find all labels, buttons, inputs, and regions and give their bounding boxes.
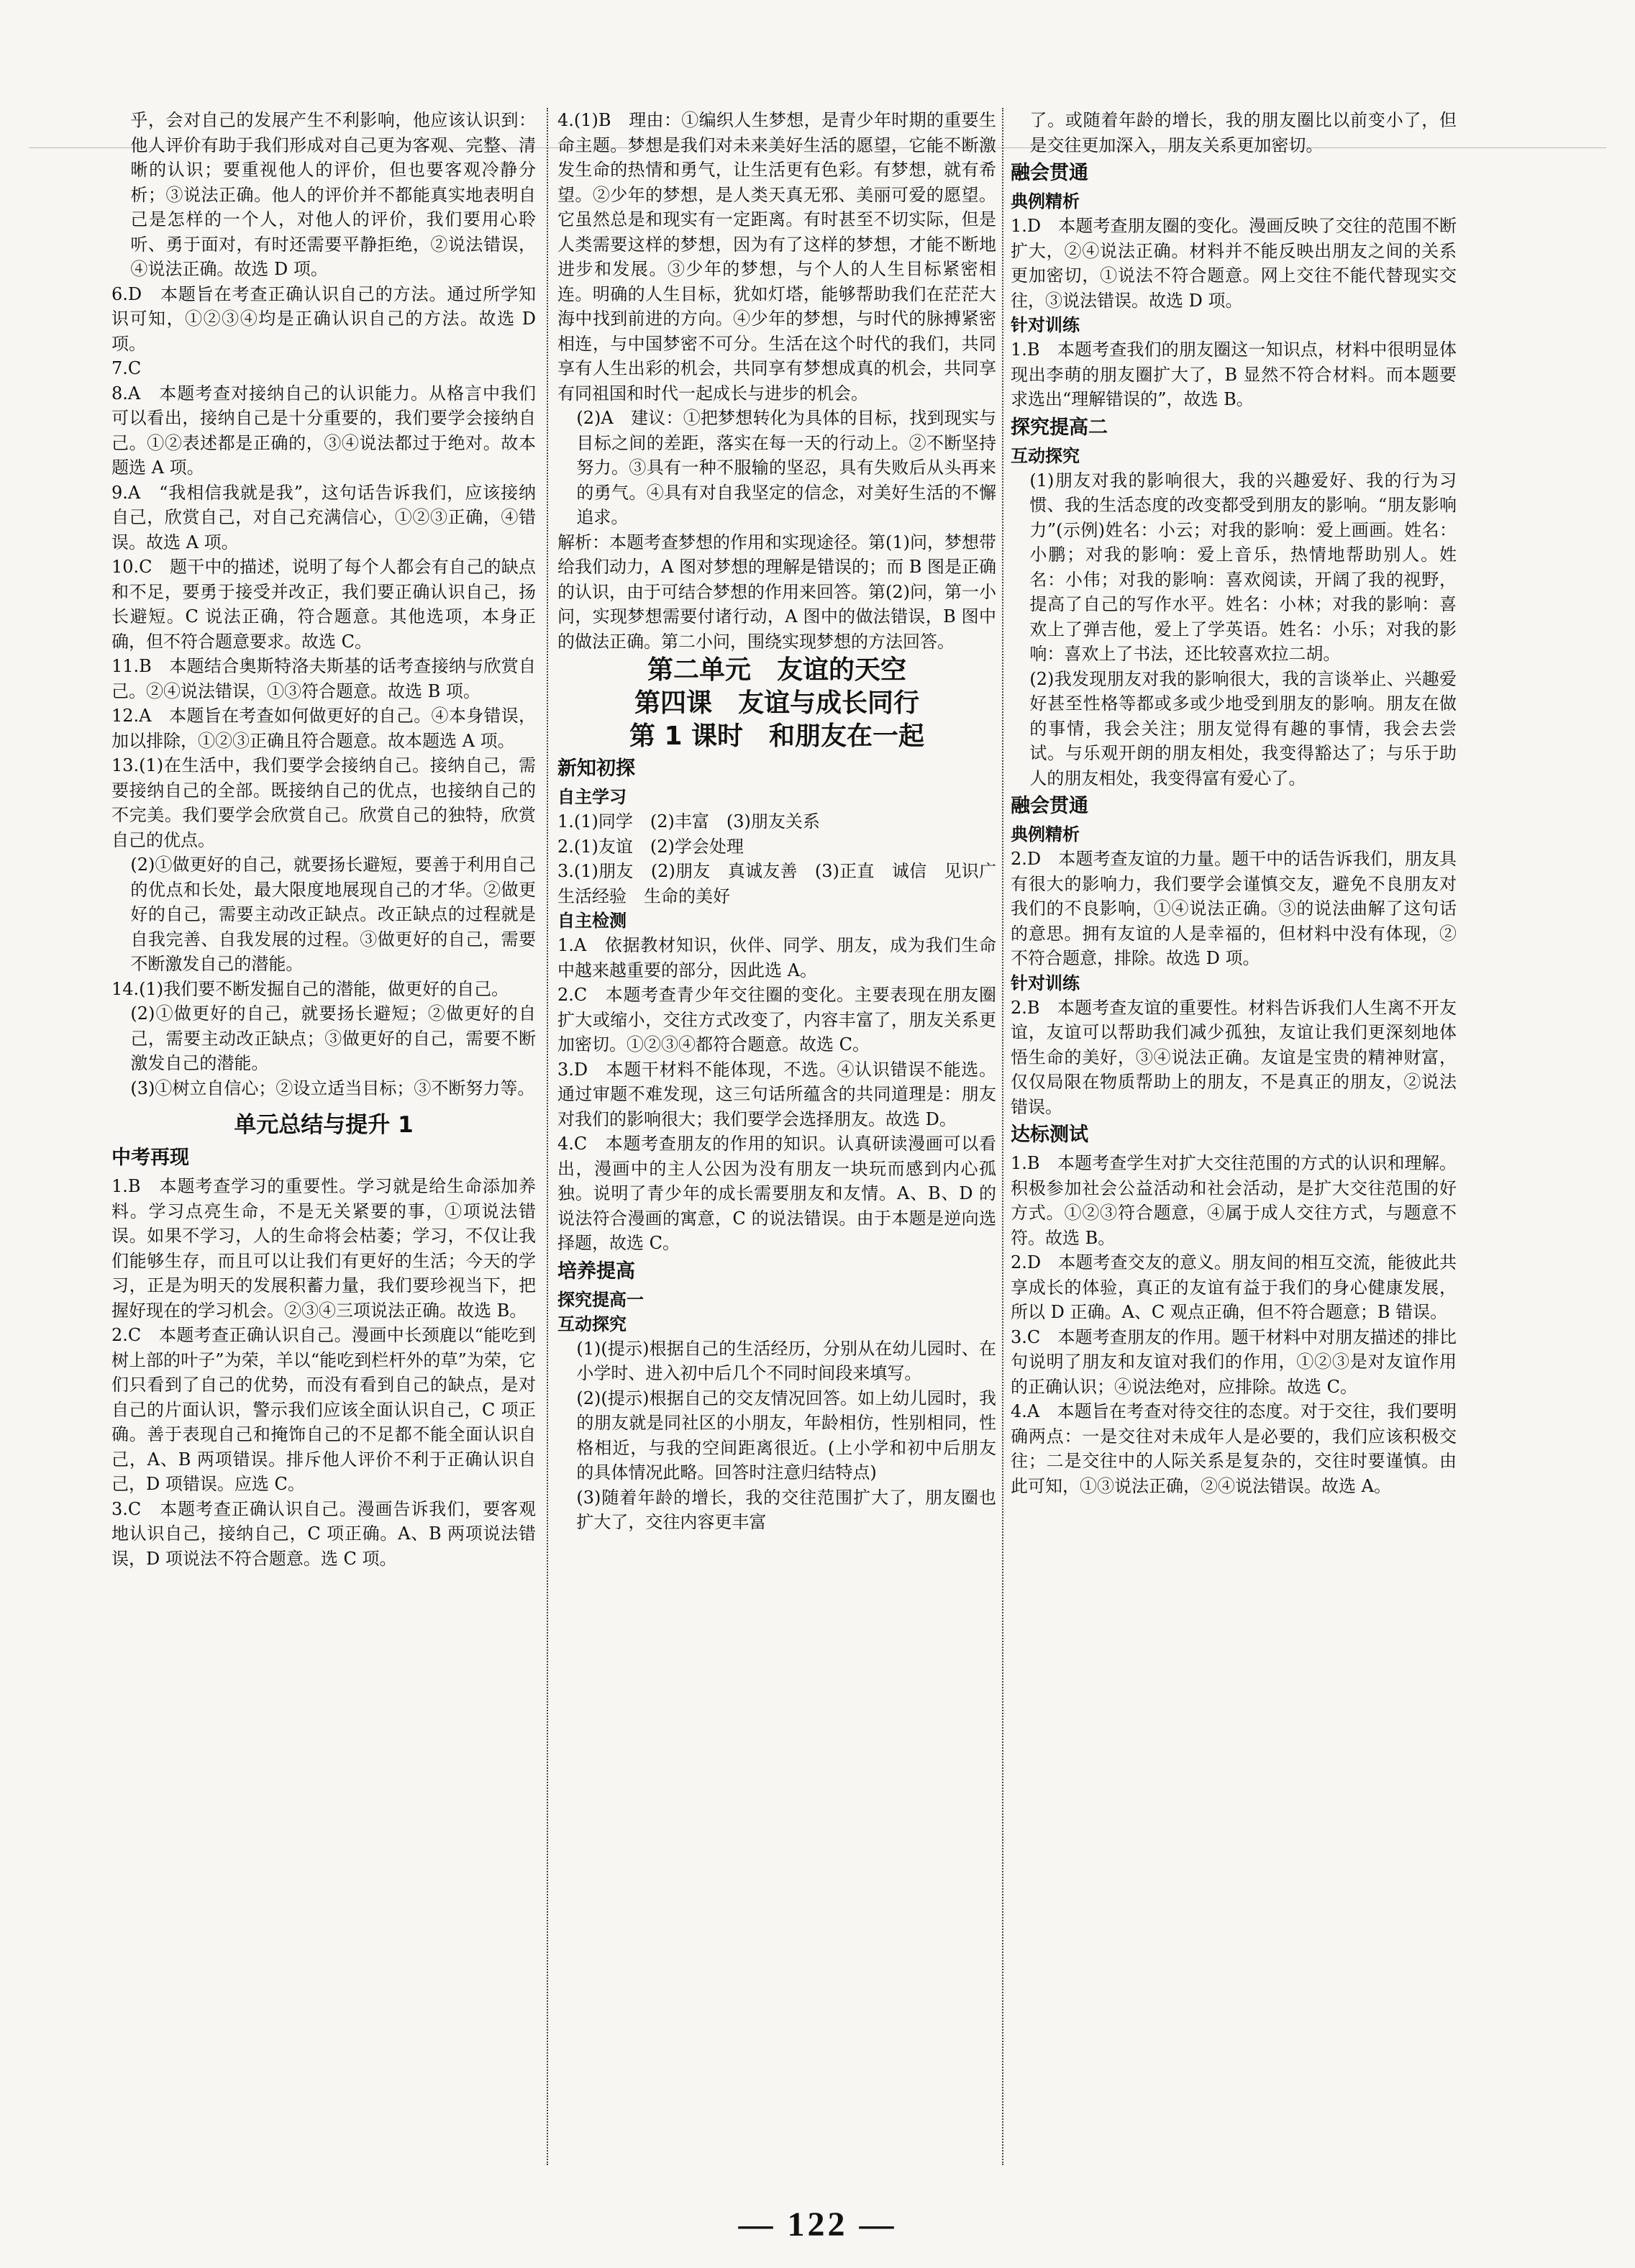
answer-paragraph: 2.C 本题考查正确认识自己。漫画中长颈鹿以“能吃到树上部的叶子”为荣，羊以“能吃到栏杆外的草”为荣，它们只看到了自己的优势，而没有看到自己的缺点，是对自己的片面认识，警示我们应该全面认识自己，C 项正确。善于表现自己和掩饰自己的不足都不能全面认识自己，A、B 两项错误。排斥他人评价不利于正确认识自己，D 项错误。应选 C。 [111,1325,536,1494]
answer-paragraph: (2)(提示)根据自己的交友情况回答。如上幼儿园时，我的朋友就是同社区的小朋友，年龄相仿，性别相同，性格相近，与我的空间距离很近。(上小学和初中后朋友的具体情况此略。回答时注意归结特点) [576,1388,996,1483]
column-right [1011,108,1457,1971]
answer-paragraph: (3)随着年龄的增长，我的交往范围扩大了，朋友圈也扩大了，交往内容更丰富 [576,1487,996,1532]
answer-paragraph: 了。或随着年龄的增长，我的朋友圈比以前变小了，但是交往更加深入，朋友关系更加密切。 [1029,110,1457,155]
answer-paragraph: 9.A “我相信我就是我”，这句话告诉我们，应该接纳自己，欣赏自己，对自己充满信心，①②③正确，④错误。故选 A 项。 [111,482,536,552]
answer-paragraph: 2.(1)友谊 (2)学会处理 [557,836,744,857]
section-heading: 融会贯通 [1011,162,1088,184]
answer-paragraph: (1)(提示)根据自己的生活经历，分别从在幼儿园时、在小学时、进入初中后几个不同时间段来填写。 [576,1338,996,1383]
answer-paragraph: 6.D 本题旨在考查正确认识自己的方法。通过所学知识可知，①②③④均是正确认识自己的方法。故选 D 项。 [111,283,536,354]
answer-paragraph: 乎，会对自己的发展产生不利影响，他应该认识到：他人评价有助于我们形成对自己更为客观、完整、清晰的认识；要重视他人的评价，但也要客观冷静分析；③说法正确。他人的评价并不都能真实地表明自己是怎样的一个人，对他人的评价，我们要用心聆听、勇于面对，有时还需要平静拒绝，②说法错误，④说法正确。故选 D 项。 [130,110,536,279]
column-left [111,108,536,2115]
summary-title: 单元总结与提升 1 [234,1112,414,1138]
answer-paragraph: 13.(1)在生活中，我们要学会接纳自己。接纳自己，需要接纳自己的全部。既接纳自己的优点，也接纳自己的不完美。我们要学会欣赏自己。欣赏自己的独特，欣赏自己的优点。 [111,755,536,850]
section-heading: 中考再现 [111,1147,189,1169]
subsection-heading: 典例精析 [1011,191,1080,211]
answer-paragraph: 10.C 题干中的描述，说明了每个人都会有自己的缺点和不足，要勇于接受并改正，我们要正确认识自己，扬长避短。C 说法正确，符合题意。其他选项，本身正确，但不符合题意要求。故选 C。 [111,557,536,652]
answer-paragraph: 1.B 本题考查学生对扩大交往范围的方式的认识和理解。积极参加社会公益活动和社会活动，是扩大交往范围的好方式。①②③符合题意，④属于成人交往方式，与题意不符。故选 B。 [1011,1153,1457,1248]
answer-paragraph: 3.C 本题考查朋友的作用。题干材料中对朋友描述的排比句说明了朋友和友谊对我们的作用，①②③是对友谊作用的正确认识；④说法绝对，应排除。故选 C。 [1011,1326,1457,1397]
answer-paragraph: (1)朋友对我的影响很大，我的兴趣爱好、我的行为习惯、我的生活态度的改变都受到朋友的影响。“朋友影响力”(示例)姓名：小云；对我的影响：爱上画画。姓名：小鹏；对我的影响：爱上音乐，热情地帮助别人。姓名：小伟；对我的影响：喜欢阅读，开阔了我的视野，提高了自己的写作水平。姓名：小林；对我的影响：喜欢上了弹吉他，爱上了学英语。姓名：小乐；对我的影响：喜欢上了书法，还比较喜欢拉二胡。 [1029,470,1457,664]
subsection-heading: 典例精析 [1011,824,1080,844]
answer-paragraph: 2.B 本题考查友谊的重要性。材料告诉我们人生离不开友谊，友谊可以帮助我们减少孤独，友谊让我们更深刻地体悟生命的美好，③④说法正确。友谊是宝贵的精神财富，仅仅局限在物质帮助上的朋友，不是真正的朋友，②说法错误。 [1011,997,1457,1117]
subsection-heading: 自主检测 [557,911,627,931]
answer-paragraph: 4.A 本题旨在考查对待交往的态度。对于交往，我们要明确两点：一是交往对未成年人是必要的，我们应该积极交往；二是交往中的人际关系是复杂的，交往时要谨慎。由此可知，①③说法正确，②④说法错误。故选 A。 [1011,1401,1457,1496]
answer-paragraph: (3)①树立自信心；②设立适当目标；③不断努力等。 [130,1078,535,1098]
column-divider [547,108,548,2165]
answer-paragraph: 3.(1)朋友 (2)朋友 真诚友善 (3)正直 诚信 见识广 生活经验 生命的美好 [557,861,1014,906]
section-heading: 达标测试 [1011,1124,1088,1146]
subsection-heading: 互动探究 [1011,445,1080,466]
answer-paragraph: 4.(1)B 理由：①编织人生梦想，是青少年时期的重要生命主题。梦想是我们对未来美好生活的愿望，它能不断激发生命的热情和勇气，让生活更有色彩。有梦想，就有希望。②少年的梦想，是人类天真无邪、美丽可爱的愿望。它虽然总是和现实有一定距离。有时甚至不切实际，但是人类需要这样的梦想，因为有了这样的梦想，才能不断地进步和发展。③少年的梦想，与个人的人生目标紧密相连。明确的人生目标，犹如灯塔，能够帮助我们在茫茫大海中找到前进的方向。④少年的梦想，与时代的脉搏紧密相连，与中国梦密不可分。生活在这个时代的我们，共同享有人生出彩的机会，共同享有梦想成真的机会，共同享有同祖国和时代一起成长与进步的机会。 [557,110,996,404]
subsection-heading: 互动探究 [557,1313,627,1334]
answer-paragraph: 1.A 依据教材知识，伙伴、同学、朋友，成为我们生命中越来越重要的部分，因此选 A。 [557,935,996,980]
column-divider [1002,108,1003,2165]
answer-paragraph: 2.D 本题考查友谊的力量。题干中的话告诉我们，朋友具有很大的影响力，我们要学会谨慎交友，避免不良朋友对我们的不良影响，①④说法正确。③的说法曲解了这句话的意思。拥有友谊的人是幸福的，但材料中没有体现，②不符合题意，排除。故选 D 项。 [1011,849,1457,968]
answer-paragraph: 2.C 本题考查青少年交往圈的变化。主要表现在朋友圈扩大或缩小，交往方式改变了，内容丰富了，朋友关系更加密切。①②③④都符合题意。故选 C。 [557,985,996,1055]
answer-paragraph: 解析：本题考查梦想的作用和实现途径。第(1)问，梦想带给我们动力，A 图对梦想的理解是错误的；而 B 图是正确的认识，由于可结合梦想的作用来回答。第(2)问，第一小问，实现梦想需要付诸行动，A 图中的做法错误，B 图中的做法正确。第二小问，围绕实现梦想的方法回答。 [557,532,996,652]
subsection-heading: 针对训练 [1011,315,1080,335]
answer-paragraph: 1.D 本题考查朋友圈的变化。漫画反映了交往的范围不断扩大，②④说法正确。材料并不能反映出朋友之间的关系更加密切，①说法不符合题意。网上交往不能代替现实交往，③说法错误。故选 D 项。 [1011,216,1457,311]
answer-paragraph: 3.C 本题考查正确认识自己。漫画告诉我们，要客观地认识自己，接纳自己，C 项正确。A、B 两项说法错误，D 项说法不符合题意。选 C 项。 [111,1498,536,1569]
answer-paragraph: (2)①做更好的自己，就要扬长避短，要善于利用自己的优点和长处，最大限度地展现自己的才华。②做更好的自己，需要主动改正缺点。改正缺点的过程就是自我完善、自我发展的过程。③做更好的自己，需要不断激发自己的潜能。 [130,855,536,974]
answer-paragraph: (2)我发现朋友对我的影响很大，我的言谈举止、兴趣爱好甚至性格等都或多或少地受到朋友的影响。朋友在做的事情，我会关注；朋友觉得有趣的事情，我会去尝试。与乐观开朗的朋友相处，我变得豁达了；与乐于助人的朋友相处，我变得富有爱心了。 [1029,668,1457,788]
answer-paragraph: 11.B 本题结合奥斯特洛夫斯基的话考查接纳与欣赏自己。②④说法错误，①③符合题意。故选 B 项。 [111,656,536,701]
answer-paragraph: 3.D 本题干材料不能体现，不选。④认识错误不能选。通过审题不难发现，这三句话所蕴含的共同道理是：朋友对我们的影响很大；我们要学会选择朋友。故选 D。 [557,1059,996,1129]
subsection-heading: 自主学习 [557,787,627,807]
answer-paragraph: 4.C 本题考查朋友的作用的知识。认真研读漫画可以看出，漫画中的主人公因为没有朋友一块玩而感到内心孤独。说明了青少年的成长需要朋友和友情。A、B、D 的说法符合漫画的寓意，C 的说法错误。由于本题是逆向选择题，故选 C。 [557,1134,996,1253]
answer-paragraph: 14.(1)我们要不断发掘自己的潜能，做更好的自己。 [111,978,509,999]
answer-paragraph: (2)A 建议：①把梦想转化为具体的目标，找到现实与目标之间的差距，落实在每一天的行动上。②不断坚持努力。③具有一种不服输的坚忍，具有失败后从头再来的勇气。④具有对自我坚定的信念，对美好生活的不懈追求。 [576,408,996,527]
answer-paragraph: 1.(1)同学 (2)丰富 (3)朋友关系 [557,811,820,832]
subsection-heading: 针对训练 [1011,973,1080,993]
section-heading: 融会贯通 [1011,795,1088,817]
answer-paragraph: 8.A 本题考查对接纳自己的认识能力。从格言中我们可以看出，接纳自己是十分重要的，我们要学会接纳自己。①②表述都是正确的，③④说法都过于绝对。故本题选 A 项。 [111,383,536,478]
column-middle [557,108,1014,2122]
section-heading: 新知初探 [557,757,635,780]
answer-paragraph: 12.A 本题旨在考查如何做更好的自己。④本身错误，加以排除，①②③正确且符合题意。故本题选 A 项。 [111,706,536,751]
answer-paragraph: 1.B 本题考查学习的重要性。学习就是给生命添加养料。学习点亮生命，不是无关紧要的事，①项说法错误。如果不学习，人的生命将会枯萎；学习，不仅让我们能够生存，而且可以让我们有更好的生活；今天的学习，正是为明天的发展积蓄力量，我们要珍视当下，把握好现在的学习机会。②③④三项说法正确。故选 B。 [111,1176,536,1321]
unit-title: 第 1 课时 和朋友在一起 [629,721,925,751]
unit-title: 第二单元 友谊的天空 [647,655,906,685]
answer-paragraph: 2.D 本题考查交友的意义。朋友间的相互交流，能彼此共享成长的体验，真正的友谊有益于我们的身心健康发展，所以 D 正确。A、C 观点正确，但不符合题意；B 错误。 [1011,1252,1457,1322]
page-number: — 122 — [738,2205,897,2244]
unit-title: 第四课 友谊与成长同行 [634,688,919,718]
answer-paragraph: 7.C [111,358,142,378]
section-heading: 探究提高二 [1011,416,1108,439]
section-heading: 培养提高 [557,1260,635,1283]
answer-paragraph: 1.B 本题考查我们的朋友圈这一知识点，材料中很明显体现出李萌的朋友圈扩大了，B 显然不符合材料。而本题要求选出“理解错误的”，故选 B。 [1011,340,1457,409]
answer-paragraph: (2)①做更好的自己，就要扬长避短；②做更好的自己，需要主动改正缺点；③做更好的自己，需要不断激发自己的潜能。 [130,1003,536,1073]
subsection-heading: 探究提高一 [557,1289,644,1310]
